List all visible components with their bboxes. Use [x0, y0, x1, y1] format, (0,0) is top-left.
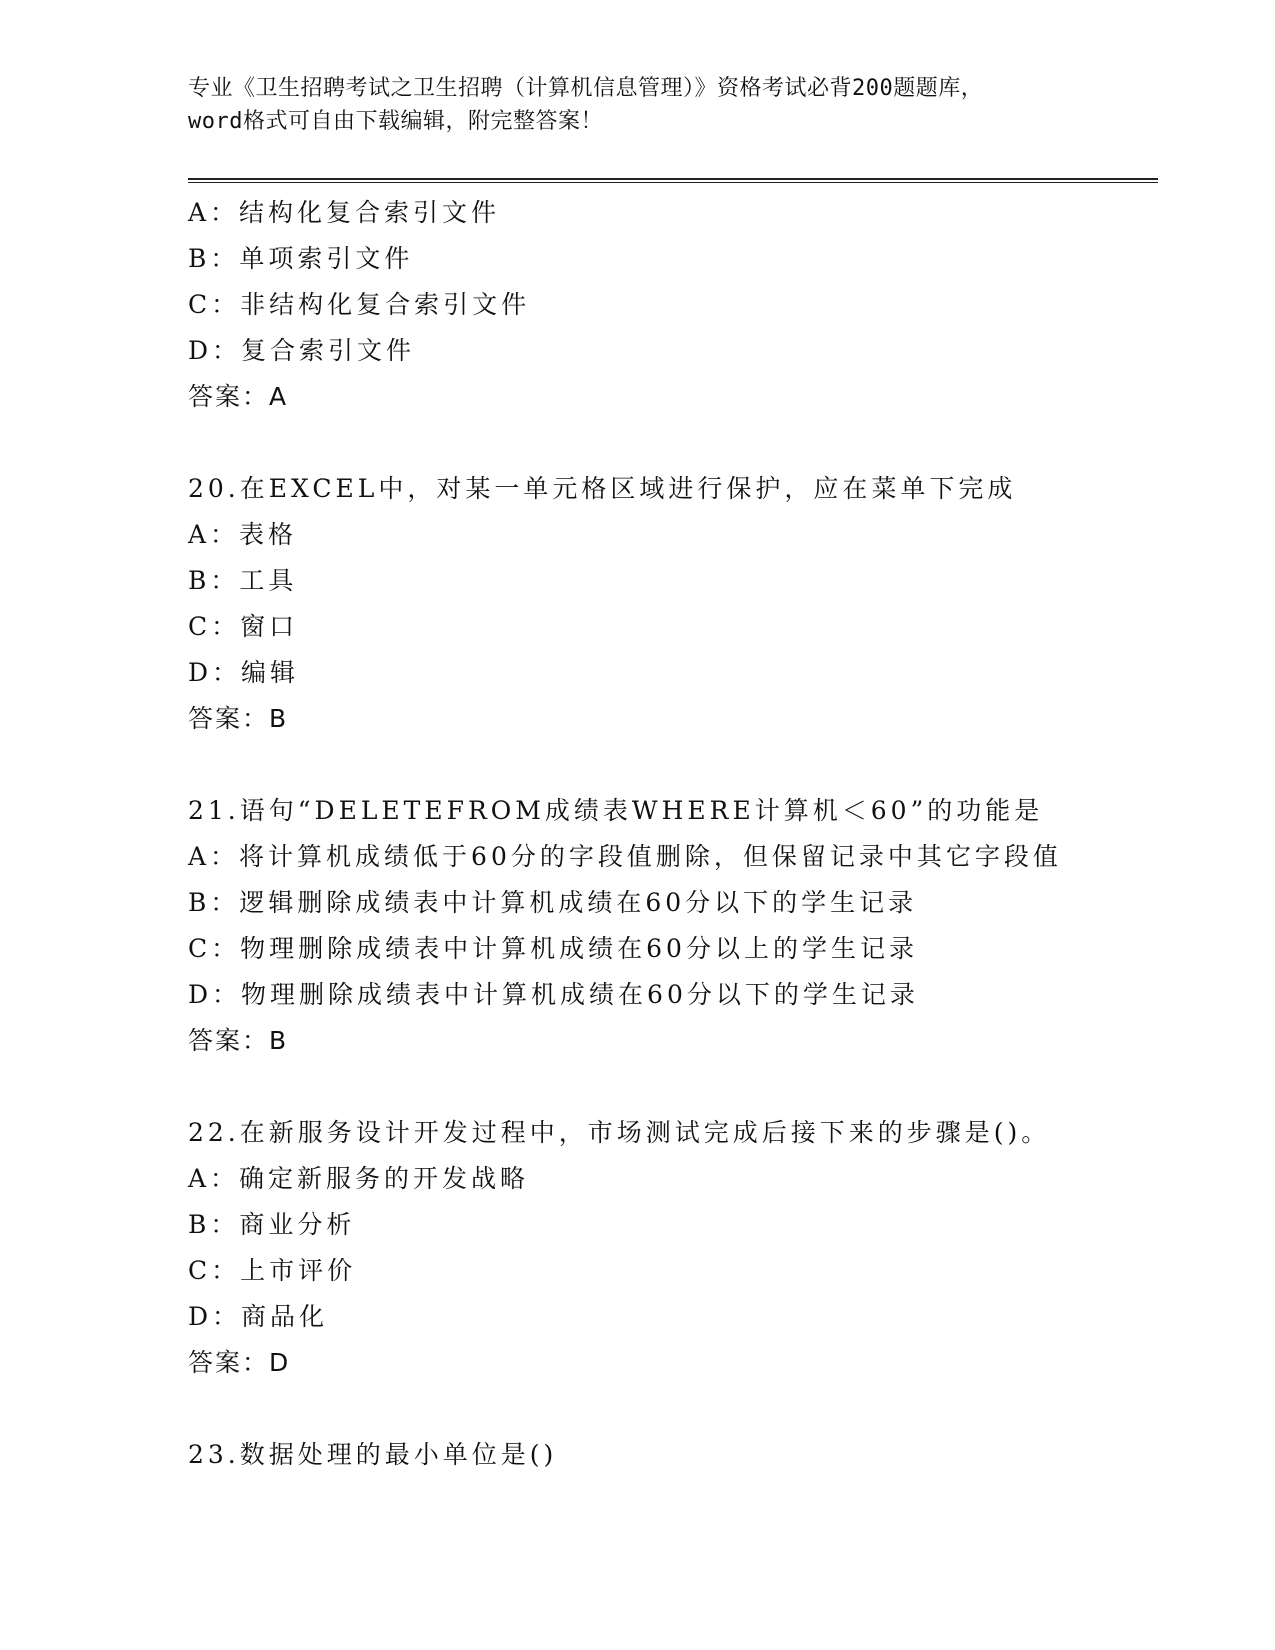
- question-list: [188, 190, 1168, 1478]
- answer: 答案：B: [188, 1026, 289, 1055]
- question-text: 23.数据处理的最小单位是(): [188, 1440, 558, 1469]
- option-a: A：结构化复合索引文件: [188, 198, 501, 227]
- answer: 答案：B: [188, 704, 289, 733]
- question-text: 20.在EXCEL中，对某一单元格区域进行保护，应在菜单下完成: [188, 474, 1017, 503]
- spacer: [188, 1064, 1168, 1110]
- question-block-20: [188, 466, 1168, 742]
- question-block-21: [188, 788, 1168, 1064]
- question-text: 22.在新服务设计开发过程中，市场测试完成后接下来的步骤是()。: [188, 1118, 1051, 1147]
- header-line-1: 专业《卫生招聘考试之卫生招聘（计算机信息管理）》资格考试必背200题题库，: [188, 76, 984, 101]
- question-text: 21.语句“DELETEFROM成绩表WHERE计算机＜60”的功能是: [188, 796, 1044, 825]
- answer: 答案：D: [188, 1348, 291, 1377]
- header-line-2: word格式可自由下载编辑，附完整答案！: [188, 109, 603, 134]
- spacer: [188, 742, 1168, 788]
- option-c: C：窗口: [188, 612, 299, 641]
- option-b: B：工具: [188, 566, 298, 595]
- option-d: D：复合索引文件: [188, 336, 416, 365]
- option-b: B：商业分析: [188, 1210, 356, 1239]
- option-a: A：表格: [188, 520, 298, 549]
- answer: 答案：A: [188, 382, 289, 411]
- document-header: [188, 72, 1088, 138]
- option-a: A：确定新服务的开发战略: [188, 1164, 530, 1193]
- option-d: D：商品化: [188, 1302, 329, 1331]
- option-d: D：编辑: [188, 658, 300, 687]
- option-b: B：逻辑删除成绩表中计算机成绩在60分以下的学生记录: [188, 888, 918, 917]
- spacer: [188, 420, 1168, 466]
- question-block-22: [188, 1110, 1168, 1386]
- header-divider: [188, 178, 1158, 183]
- option-c: C：非结构化复合索引文件: [188, 290, 531, 319]
- option-c: C：上市评价: [188, 1256, 357, 1285]
- spacer: [188, 1386, 1168, 1432]
- option-d: D：物理删除成绩表中计算机成绩在60分以下的学生记录: [188, 980, 919, 1009]
- option-a: A：将计算机成绩低于60分的字段值删除，但保留记录中其它字段值: [188, 842, 1062, 871]
- question-block-19: [188, 190, 1168, 420]
- question-block-23: [188, 1432, 1168, 1478]
- option-c: C：物理删除成绩表中计算机成绩在60分以上的学生记录: [188, 934, 918, 963]
- option-b: B：单项索引文件: [188, 244, 414, 273]
